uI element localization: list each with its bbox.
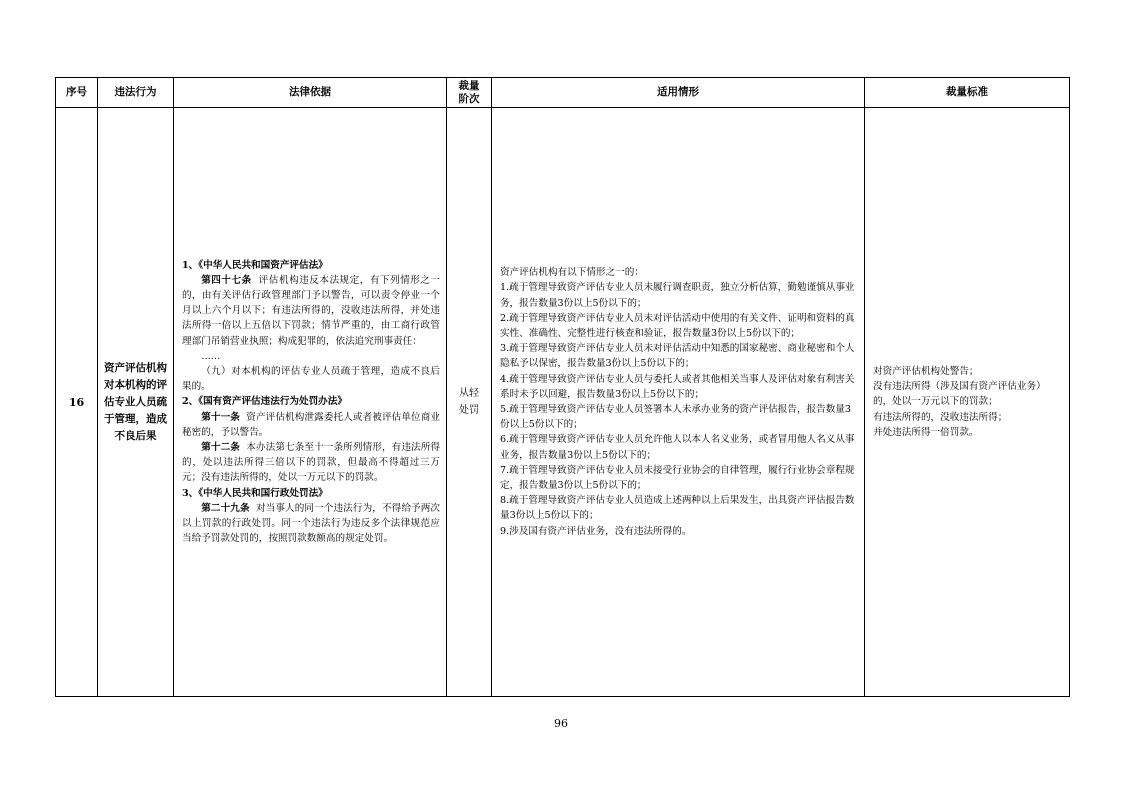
law1-article-label: 第四十七条 [201,274,252,286]
law1-article [182,273,440,349]
header-legal-basis: 法律依据 [174,78,447,108]
law2-article11-text: 资产评估机构泄露委托人或者被评估单位商业秘密的，予以警告。 [182,411,441,438]
situation-item: 2.疏于管理导致资产评估专业人员未对评估活动中使用的有关文件、证明和资料的真实性、准确性、完整性进行核查和验证，报告数量3份以上5份以下的； [500,312,855,339]
law3-article [182,501,440,547]
discretion-standard-cell [865,108,1070,697]
situation-item: 7.疏于管理导致资产评估专业人员未接受行业协会的自律管理，履行行业协会章程规定，报告数量3份以上5份以下的； [500,464,855,492]
penalty-discretion-table [55,77,1070,697]
situation-item: 1.疏于管理导致资产评估专业人员未履行调查职责，独立分析估算，勤勉谨慎从事业务，报告数量3份以上5份以下的； [500,282,855,309]
header-no: 序号 [56,78,98,108]
situation-item: 4.疏于管理导致资产评估专业人员与委托人或者其他相关当事人及评估对象有利害关系时未予以回避，报告数量3份以上5份以下的； [500,373,855,400]
table-header-row [56,78,1070,108]
law2-article11 [182,410,440,440]
situation-item: 5.疏于管理导致资产评估专业人员签署本人未承办业务的资产评估报告，报告数量3份以上5份以下的； [500,404,852,431]
header-applicable-situation: 适用情形 [492,78,865,108]
law2-article12-label: 第十二条 [201,442,240,453]
header-violation: 违法行为 [98,78,174,108]
applicable-situation-cell [492,108,865,697]
row-number: 16 [56,108,98,697]
law3-article-text: 对当事人的同一个违法行为，不得给予两次以上罚款的行政处罚。同一个违法行为违反多个法律规范应当给予罚款处罚的，按照罚款数额高的规定处罚。 [182,502,441,545]
situation-item: 6.疏于管理导致资产评估专业人员允许他人以本人名义业务，或者冒用他人名义从事业务，报告数量3份以上5份以下的； [500,434,855,461]
page-number: 96 [554,717,568,730]
discretion-level-text: 从轻处罚 [459,388,479,416]
law3-title: 3、《中华人民共和国行政处罚法》 [182,487,328,499]
situation-intro: 资产评估机构有以下情形之一的： [500,267,644,279]
header-discretion-level [447,78,492,108]
law3-article-label: 第二十九条 [201,502,250,514]
law2-article11-label: 第十一条 [201,411,240,423]
standard-line: 并处违法所得一倍罚款。 [873,426,979,438]
situation-item: 3.疏于管理导致资产评估专业人员未对评估活动中知悉的国家秘密、商业秘密和个人隐私予以保密，报告数量3份以上5份以下的； [500,343,855,370]
table-row [56,108,1070,697]
header-discretion-level-text: 裁量阶次 [458,79,480,105]
law2-title: 2、《国有资产评估违法行为处罚办法》 [182,396,347,408]
violation-description: 资产评估机构对本机构的评估专业人员疏于管理，造成不良后果 [98,108,174,697]
legal-basis-cell [174,108,447,697]
standard-line: 有违法所得的，没收违法所得； [873,411,1008,423]
law1-article-text: 评估机构违反本法规定，有下列情形之一的，由有关评估行政管理部门予以警告，可以责令停业一个月以上六个月以下；有违法所得的，没收违法所得，并处违法所得一倍以上五倍以下罚款；情节严重的，由工商行政管理部门吊销营业执照；构成犯罪的，依法追究刑事责任： [182,274,441,347]
situation-item: 8.疏于管理导致资产评估专业人员造成上述两种以上后果发生，出具资产评估报告数量3份以上5份以下的； [500,495,855,522]
situation-item: 9.涉及国有资产评估业务，没有违法所得的。 [500,525,692,537]
law1-item9: （九）对本机构的评估专业人员疏于管理，造成不良后果的。 [182,365,440,393]
law2-article12 [182,440,440,486]
header-discretion-standard: 裁量标准 [865,78,1070,108]
ellipsis: …… [201,350,221,362]
discretion-level [447,108,492,697]
standard-line: 没有违法所得（涉及国有资产评估业务）的，处以一万元以下的罚款； [873,381,1046,408]
standard-line: 对资产评估机构处警告； [873,365,979,377]
law1-title: 1、《中华人民共和国资产评估法》 [182,259,328,271]
law2-article12-text: 本办法第七条至十一条所列情形，有违法所得的，处以违法所得三倍以下的罚款，但最高不得超过三万元；没有违法所得的，处以一万元以下的罚款。 [182,442,441,484]
